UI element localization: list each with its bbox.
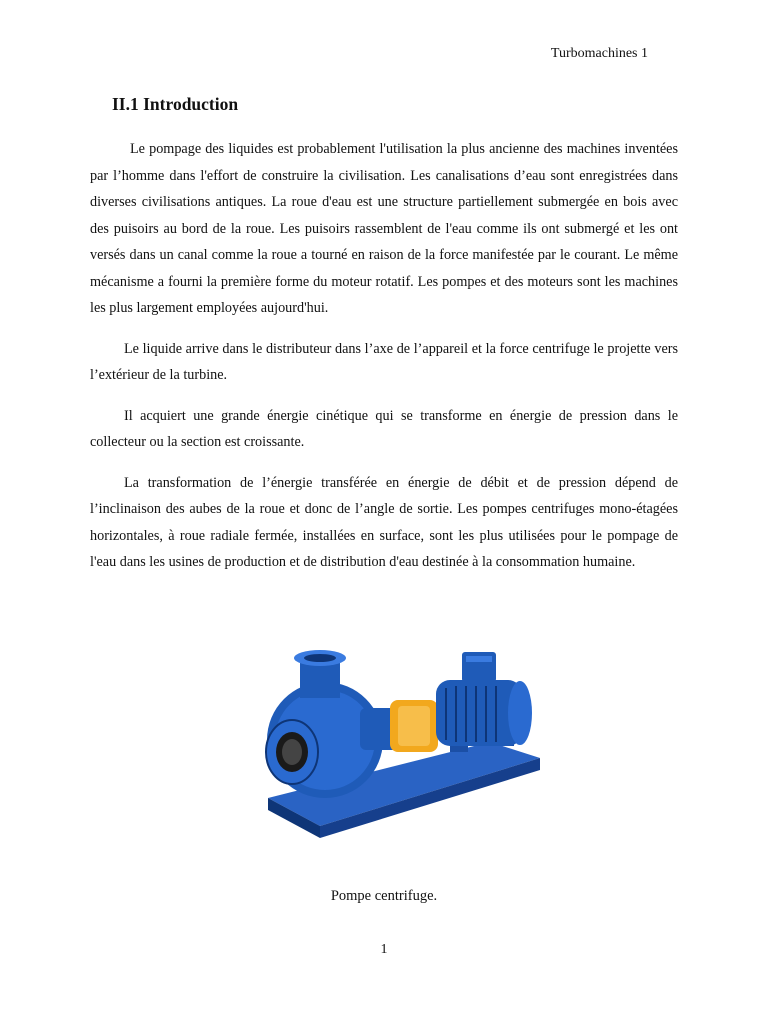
figure-caption: Pompe centrifuge. [330, 888, 438, 904]
centrifugal-pump-illustration [240, 630, 550, 845]
paragraph-4: La transformation de l’énergie transférée en énergie de débit et de pression dépend de l’inclinaison des aubes de la roue et donc de l’angle de sortie. Les pompes centrifuges mono-étagées horizontales, à roue radiale fermée, installées en surface, sont les plus utilisées pour le pompage de l'eau dans les usines de production et de distribution d'eau destinée à la consommation humaine. [90, 474, 678, 570]
section-title: II.1 Introduction [112, 94, 239, 114]
paragraph-2: Le liquide arrive dans le distributeur dans l’axe de l’appareil et la force centrifuge le projette vers l’extérieur de la turbine. [90, 340, 678, 383]
body-text [90, 136, 678, 590]
running-header: Turbomachines 1 [550, 46, 648, 61]
paragraph-3: Il acquiert une grande énergie cinétique qui se transforme en énergie de pression dans le collecteur ou la section est croissante. [90, 407, 678, 450]
paragraph-1: Le pompage des liquides est probablement l'utilisation la plus ancienne des machines inventées par l’homme dans l'effort de construire la civilisation. Les canalisations d’eau sont enregistrées dans diverses civilisations antiques. La roue d'eau est une structure partiellement submergée en bois avec des puisoirs au bord de la roue. Les puisoirs rassemblent de l'eau comme ils ont submergé et les ont versés dans un canal comme la roue a tourné en raison de la force manifestée par le courant. Le même mécanisme a fourni la première forme du moteur rotatif. Les pompes et des moteurs sont les machines les plus largement employées aujourd'hui. [90, 141, 678, 316]
page-number: 1 [380, 942, 388, 957]
